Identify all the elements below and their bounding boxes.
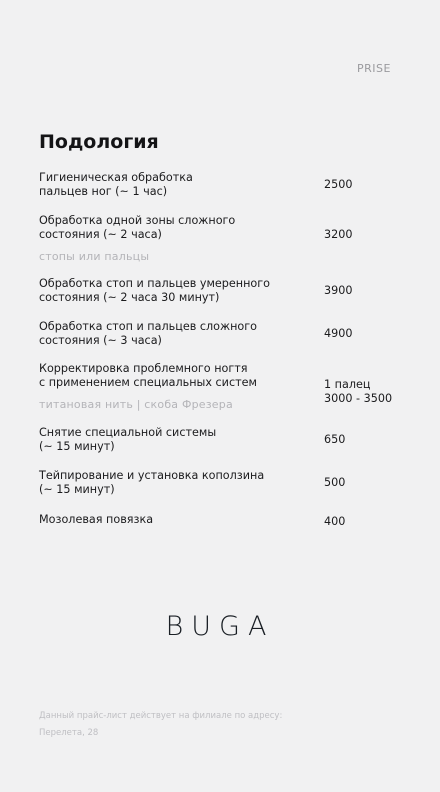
brand-logo: BUGA — [165, 611, 275, 642]
item-price: 3200 — [324, 228, 353, 241]
item-name: Мозолевая повязка — [39, 513, 154, 526]
item-name: Тейпирование и установка коползина (~ 15 минут) — [39, 469, 265, 496]
item-note: титановая нить | скоба Фрезера — [39, 398, 233, 411]
item-name: Обработка стоп и пальцев умеренного состояния (~ 2 часа 30 минут) — [39, 277, 270, 304]
item-name: Снятие специальной системы (~ 15 минут) — [39, 426, 217, 453]
item-note: стопы или пальцы — [39, 250, 150, 263]
item-name: Обработка одной зоны сложного состояния (~ 2 часа) — [39, 214, 236, 241]
prise-label: PRISE — [357, 62, 391, 75]
item-price: 500 — [324, 476, 346, 489]
item-price: 4900 — [324, 327, 353, 340]
price-item — [39, 171, 439, 199]
price-item — [39, 320, 439, 348]
item-name: Обработка стоп и пальцев сложного состояния (~ 3 часа) — [39, 320, 257, 347]
price-item — [39, 469, 439, 497]
item-price: 400 — [324, 515, 346, 528]
footer-address: Перелета, 28 — [39, 728, 99, 738]
footer-address-note: Данный прайс-лист действует на филиале по адресу: — [39, 711, 283, 721]
page-title: Подология — [39, 131, 159, 153]
item-price: 2500 — [324, 178, 353, 191]
price-item — [39, 362, 439, 411]
item-price: 650 — [324, 433, 346, 446]
item-price: 1 палец 3000 - 3500 — [324, 378, 393, 405]
item-price: 3900 — [324, 284, 353, 297]
price-item — [39, 277, 439, 305]
item-name: Гигиеническая обработка пальцев ног (~ 1 час) — [39, 171, 193, 198]
item-name: Корректировка проблемного ногтя с применением специальных систем — [39, 362, 257, 389]
price-item — [39, 426, 439, 454]
price-item — [39, 214, 439, 263]
price-item — [39, 513, 439, 527]
